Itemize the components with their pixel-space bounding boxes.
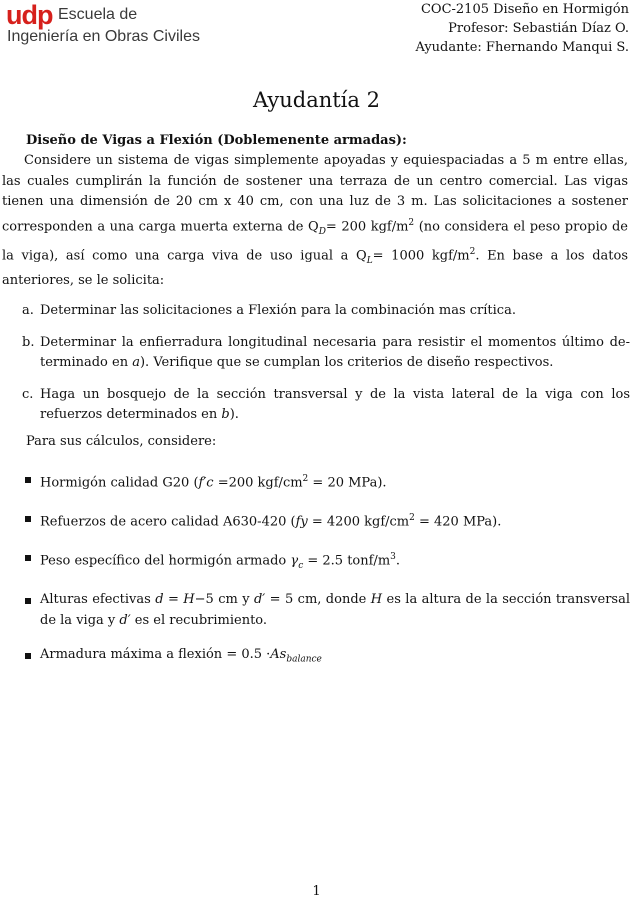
- steel-var: fy: [295, 514, 308, 530]
- heights-text-6: es el recubrimiento.: [130, 612, 268, 628]
- university-logo: [6, 2, 206, 48]
- considerations-label: Para sus cálculos, considere:: [26, 434, 217, 449]
- steel-text-2: = 4200 kgf/cm: [307, 514, 410, 530]
- course-header: [415, 0, 629, 57]
- task-item-c: [2, 385, 630, 426]
- bullet-square-icon: [25, 598, 31, 604]
- problem-statement: [2, 151, 628, 292]
- intro-text-2: = 200 kgf/m: [325, 218, 409, 234]
- page-title: Ayudantía 2: [253, 88, 380, 112]
- task-item-b: [2, 333, 630, 374]
- bullet-square-icon: [25, 477, 31, 483]
- concrete-text-2: =200 kgf/cm: [213, 475, 303, 491]
- bullet-square-icon: [25, 555, 31, 561]
- considerations-list: [2, 469, 630, 670]
- weight-text-2: = 2.5 tonf/m: [303, 552, 391, 568]
- task-text-b-2: ). Verifique que se cumplan los criterios de diseño respectivos.: [139, 355, 554, 370]
- consideration-max-reinforcement: [2, 645, 630, 670]
- task-ref-b: b: [221, 407, 230, 422]
- task-text-a: Determinar las solicitaciones a Flexión para la combinación mas crítica.: [40, 303, 516, 318]
- logo-line-2: Ingeniería en Obras Civiles: [7, 28, 200, 45]
- heights-var-h: H: [183, 592, 195, 608]
- subscript-d: D: [318, 226, 326, 237]
- subscript-l: L: [366, 255, 373, 266]
- consideration-steel: [2, 508, 630, 533]
- weight-sub: c: [298, 560, 304, 571]
- max-sub: balance: [286, 654, 322, 665]
- heights-text-3: −5 cm y: [194, 592, 254, 608]
- heights-text-4: = 5 cm, donde: [265, 592, 371, 608]
- consideration-effective-heights: [2, 590, 630, 631]
- heights-var-dp2: d′: [119, 612, 131, 628]
- task-list: [2, 301, 630, 437]
- task-text-b-1: Determinar la enfierradura longitudinal necesaria para resistir el momentos último de-terminado en: [40, 334, 630, 370]
- superscript-2a: 2: [408, 217, 415, 228]
- task-text-c-2: ).: [229, 407, 239, 422]
- bullet-square-icon: [25, 516, 31, 522]
- heights-text-5: es la altura de la sección transversal de la viga y: [40, 592, 630, 628]
- task-item-a: [2, 301, 630, 322]
- superscript-2b: 2: [469, 246, 476, 257]
- heights-var-dp: d′: [253, 592, 266, 608]
- professor-name: Profesor: Sebastián Díaz O.: [448, 21, 629, 36]
- section-heading: Diseño de Vigas a Flexión (Doblemenente armadas):: [26, 133, 407, 148]
- concrete-text-3: = 20 MPa).: [308, 475, 387, 491]
- max-var: As: [270, 647, 287, 663]
- course-name: COC-2105 Diseño en Hormigón: [420, 2, 629, 17]
- task-ref-a: a: [132, 355, 140, 370]
- weight-var: γ: [290, 552, 299, 568]
- consideration-concrete: [2, 469, 630, 494]
- bullet-square-icon: [25, 653, 31, 659]
- steel-sup: 2: [409, 512, 415, 523]
- logo-line-1: Escuela de: [58, 6, 138, 23]
- concrete-text-1: Hormigón calidad G20 (: [40, 475, 199, 491]
- intro-text-5: . En base a los datos anteriores, se le solicita:: [2, 248, 629, 289]
- concrete-sup: 2: [302, 474, 309, 484]
- task-marker-c: c.: [22, 386, 34, 402]
- max-text-1: Armadura máxima a flexión = 0.5 ·: [40, 647, 271, 663]
- logo-mark: udp: [6, 0, 53, 30]
- concrete-var: f′c: [198, 475, 214, 491]
- heights-text-2: =: [163, 592, 184, 608]
- weight-sup: 3: [390, 551, 396, 562]
- consideration-unit-weight: [2, 547, 630, 576]
- intro-text-4: = 1000 kgf/m: [372, 248, 470, 264]
- page-number: 1: [312, 884, 321, 899]
- weight-text-3: .: [395, 552, 401, 568]
- assistant-name: Ayudante: Fhernando Manqui S.: [415, 40, 629, 55]
- intro-text-1: Considere un sistema de vigas simplemente apoyadas y equiespaciadas a 5 m entre ellas, las cuales cumplirán la función de sostener una terraza de un centro comercial. Las vigas tienen una dimensión de 20 cm x 40 cm, con una luz de 3 m. Las solicitaciones a sostener corresponden a una carga muerta externa de Q: [2, 153, 628, 234]
- heights-var-h2: H: [370, 592, 383, 608]
- intro-text-3: (no considera el peso propio de la viga), así como una carga viva de uso igual a Q: [2, 218, 628, 264]
- task-text-c-1: Haga un bosquejo de la sección transversal y de la vista lateral de la viga con los refuerzos determinados en: [40, 386, 630, 422]
- task-marker-b: b.: [22, 334, 35, 350]
- heights-var-d: d: [155, 592, 164, 608]
- steel-text-1: Refuerzos de acero calidad A630-420 (: [40, 514, 296, 530]
- heights-text-1: Alturas efectivas: [40, 592, 156, 608]
- task-marker-a: a.: [22, 303, 34, 318]
- steel-text-3: = 420 MPa).: [414, 514, 502, 530]
- weight-text-1: Peso específico del hormigón armado: [40, 552, 291, 568]
